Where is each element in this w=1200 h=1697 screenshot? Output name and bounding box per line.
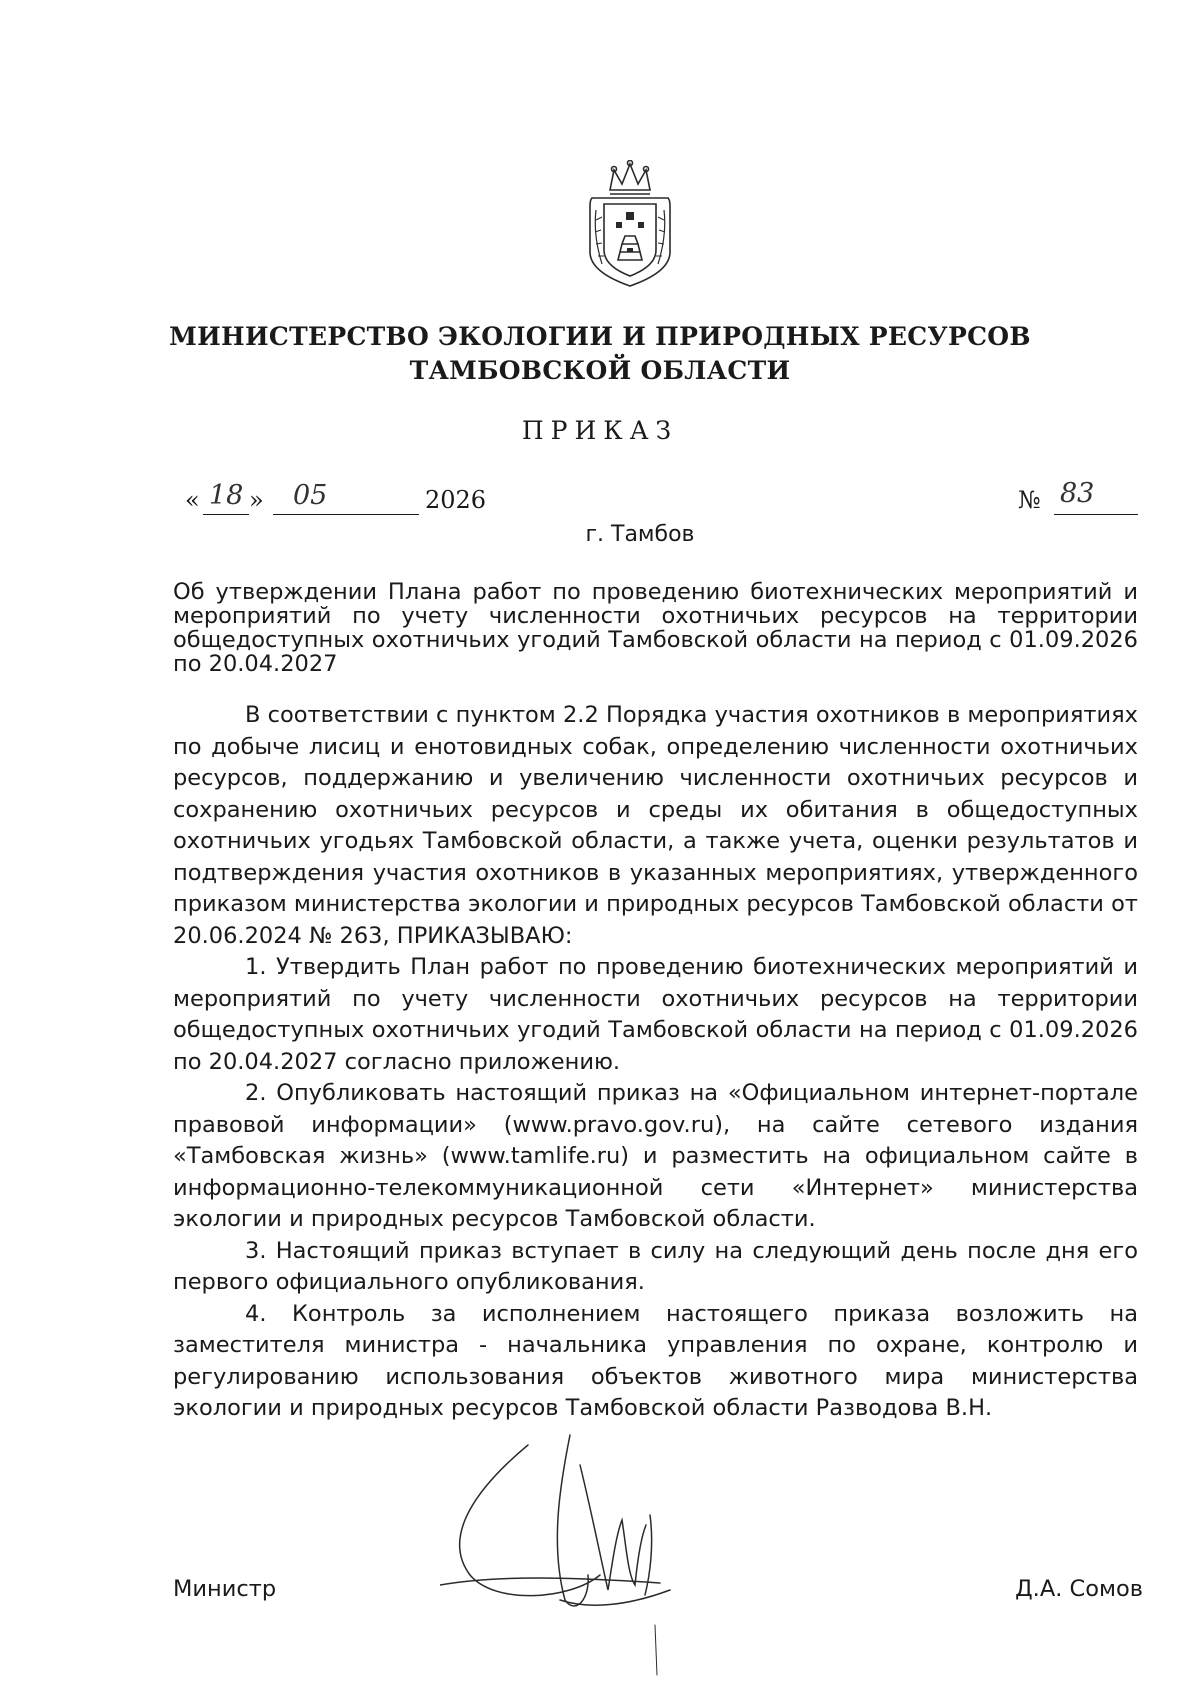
order-date <box>185 480 525 516</box>
date-month: 05 <box>293 480 328 511</box>
coat-of-arms-icon <box>580 160 680 290</box>
day-underline <box>203 514 249 515</box>
ministry-name-line2: ТАМБОВСКОЙ ОБЛАСТИ <box>409 356 791 385</box>
signatory-role: Министр <box>173 1576 277 1602</box>
order-title: Об утверждении Плана работ по проведению биотехнических мероприятий и мероприятий по учету численности охотничьих ресурсов на территории общедоступных охотничьих угодий Тамбовской области на период с 01.09.2026 по 20.04.2027 <box>173 579 1138 677</box>
order-heading: ПРИКАЗ <box>521 416 679 445</box>
number-underline <box>1054 514 1138 515</box>
date-quote-open: « <box>185 486 200 514</box>
ministry-name <box>0 320 1200 388</box>
date-quote-close: » <box>249 486 264 514</box>
signatory-name: Д.А. Сомов <box>1015 1576 1143 1602</box>
order-item-3: 3. Настоящий приказ вступает в силу на следующий день после дня его первого официального опубликования. <box>173 1237 1138 1295</box>
number-label: № <box>1018 486 1041 514</box>
number-value: 83 <box>1060 478 1095 509</box>
city: г. Тамбов <box>585 522 695 547</box>
date-year: 2026 <box>425 486 487 514</box>
preamble: В соответствии с пунктом 2.2 Порядка участия охотников в мероприятиях по добыче лисиц и енотовидных собак, определению численности охотничьих ресурсов, поддержанию и увеличению численности охотничьих ресурсов и сохранению охотничьих ресурсов и среды их обитания в общедоступных охотничьих угодьях Тамбовской области, а также учета, оценки результатов и подтверждения участия охотников в указанных мероприятиях, утвержденного приказом министерства экологии и природных ресурсов Тамбовской области от 20.06.2024 № 263, ПРИКАЗЫВАЮ: <box>173 702 1138 949</box>
handwritten-signature <box>440 1425 730 1685</box>
order-item-4: 4. Контроль за исполнением настоящего приказа возложить на заместителя министра - начальника управления по охране, контролю и регулированию использования объектов животного мира министерства экологии и природных ресурсов Тамбовской области Разводова В.Н. <box>173 1300 1138 1421</box>
order-item-1: 1. Утвердить План работ по проведению биотехнических мероприятий и мероприятий по учету численности охотничьих ресурсов на территории общедоступных охотничьих угодий Тамбовской области на период с 01.09.2026 по 20.04.2027 согласно приложению. <box>173 954 1138 1075</box>
ministry-name-line1: МИНИСТЕРСТВО ЭКОЛОГИИ И ПРИРОДНЫХ РЕСУРСОВ <box>169 322 1031 351</box>
order-number <box>1018 478 1138 516</box>
date-day: 18 <box>209 480 244 511</box>
month-underline <box>273 514 419 515</box>
order-body <box>173 700 1138 1425</box>
order-item-2: 2. Опубликовать настоящий приказ на «Официальном интернет-портале правовой информации» (www.pravo.gov.ru), на сайте сетевого издания «Тамбовская жизнь» (www.tamlife.ru) и разместить на официальном сайте в информационно-телекоммуникационной сети «Интернет» министерства экологии и природных ресурсов Тамбовской области. <box>173 1080 1138 1232</box>
